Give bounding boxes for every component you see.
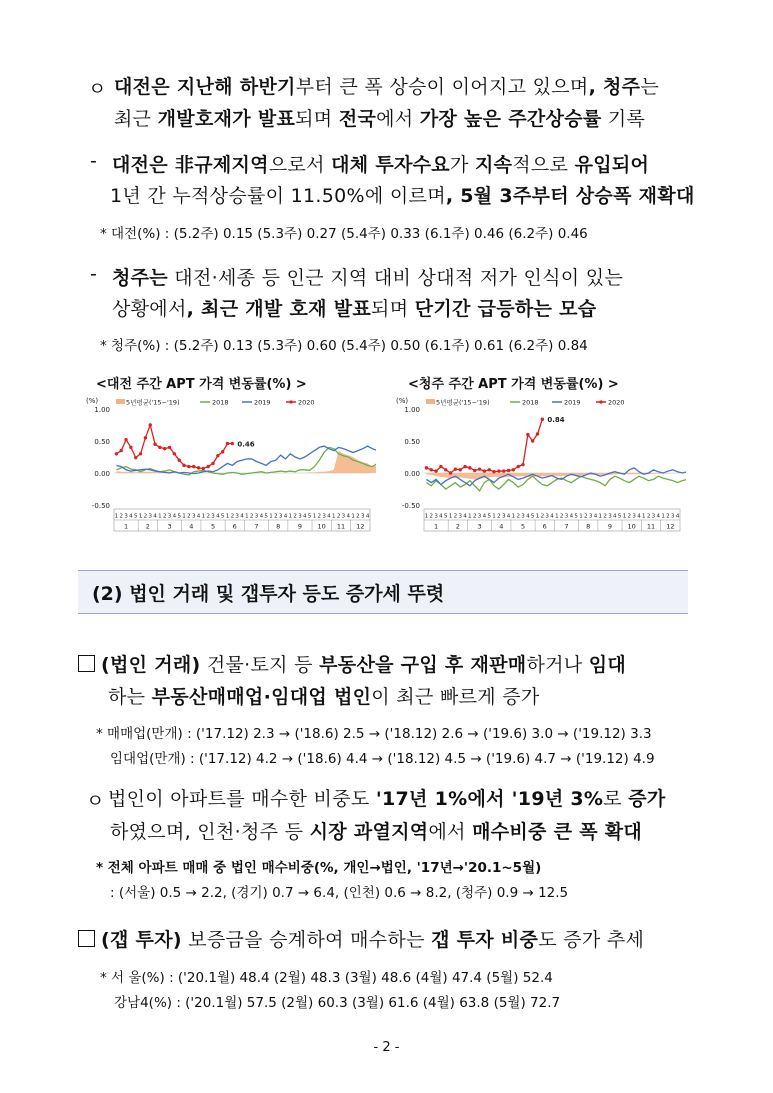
x-tick-week: 2 <box>472 513 477 520</box>
x-tick-week: 1 <box>138 513 143 520</box>
text-run: 는 <box>640 76 659 98</box>
data-point <box>439 465 442 468</box>
x-tick-week: 5 <box>307 513 312 520</box>
x-tick-week: 1 <box>424 513 429 520</box>
x-tick-week: 1 <box>225 513 230 520</box>
x-tick-week: 2 <box>516 513 520 520</box>
y-tick-label: 0.50 <box>94 438 110 446</box>
x-tick-week: 3 <box>521 513 525 520</box>
text-run: 로 <box>603 788 629 810</box>
x-tick-week: 2 <box>143 513 148 520</box>
note-gap-seoul: * 서 울(%) : ('20.1월) 48.4 (2월) 48.3 (3월) 48.6 (4월) 47.4 (5월) 52.4 <box>100 970 553 986</box>
x-tick-week: 4 <box>283 513 288 520</box>
x-tick-month: 10 <box>627 522 636 531</box>
data-point <box>149 423 152 426</box>
data-point <box>206 465 209 468</box>
x-tick-week: 2 <box>540 513 545 520</box>
chart-daejeon <box>84 395 376 540</box>
x-tick-month: 4 <box>499 522 504 531</box>
x-tick-month: 7 <box>564 522 569 531</box>
x-tick-week: 2 <box>317 513 322 520</box>
data-point <box>430 468 433 471</box>
para1-line1 <box>114 72 659 99</box>
data-point <box>129 446 132 449</box>
x-tick-week: 2 <box>603 513 607 520</box>
text-run: , 최근 개발 호재 발표 <box>186 298 372 320</box>
x-tick-week: 3 <box>254 513 259 520</box>
x-tick-month: 11 <box>336 522 346 531</box>
data-point <box>521 463 524 466</box>
data-point <box>202 467 205 470</box>
x-tick-week: 2 <box>429 513 433 520</box>
text-run: 에서 <box>428 821 473 843</box>
legend-entry: 2018 <box>212 398 229 407</box>
para5-line2 <box>110 817 642 844</box>
series-area-5yr-avg <box>116 451 376 473</box>
data-point <box>178 459 181 462</box>
x-tick-week: 3 <box>361 513 365 520</box>
x-tick-month: 12 <box>356 522 365 531</box>
legend-entry: 2020 <box>608 398 625 407</box>
dash-marker: - <box>90 263 98 285</box>
x-tick-week: 4 <box>327 513 331 520</box>
x-tick-month: 2 <box>145 522 150 531</box>
data-point <box>449 471 452 474</box>
x-tick-week: 1 <box>288 513 293 520</box>
x-tick-week: 3 <box>167 513 172 520</box>
data-point <box>211 462 214 465</box>
data-point <box>483 469 486 472</box>
text-run: 임대 <box>588 654 627 676</box>
x-tick-week: 4 <box>196 513 201 520</box>
x-tick-week: 1 <box>312 513 317 520</box>
x-tick-week: 4 <box>129 513 133 520</box>
x-tick-week: 4 <box>216 513 220 520</box>
x-tick-week: 2 <box>206 513 210 520</box>
data-point <box>497 469 500 472</box>
x-tick-week: 2 <box>666 513 670 520</box>
x-tick-week: 2 <box>119 513 123 520</box>
data-point <box>541 418 544 421</box>
legend-entry: 2019 <box>254 398 271 407</box>
x-tick-week: 5 <box>220 513 225 520</box>
x-tick-week: 2 <box>162 513 167 520</box>
text-run: 개발호재가 발표 <box>157 108 296 130</box>
legend-marker <box>599 400 602 403</box>
text-run: 시장 과열지역 <box>309 821 429 843</box>
x-tick-week: 4 <box>172 513 177 520</box>
para4-line1-wrap <box>78 650 626 677</box>
x-tick-week: 1 <box>598 513 603 520</box>
x-tick-week: 1 <box>114 513 119 520</box>
dash-marker: - <box>90 150 98 172</box>
x-tick-week: 4 <box>613 513 617 520</box>
text-run: 법인이 아파트를 매수한 비중도 <box>108 788 376 810</box>
text-run: 대전은 <box>112 154 175 176</box>
data-point <box>187 465 190 468</box>
data-point <box>502 469 505 472</box>
x-tick-week: 1 <box>351 513 355 520</box>
checkbox-square-icon <box>78 655 95 672</box>
text-run: 지속 <box>474 154 513 176</box>
x-tick-week: 1 <box>642 513 646 520</box>
data-point <box>182 464 185 467</box>
x-tick-week: 2 <box>187 513 191 520</box>
x-tick-week: 1 <box>269 513 273 520</box>
text-run: (법인 거래) <box>101 654 201 676</box>
x-tick-week: 1 <box>579 513 583 520</box>
data-point <box>139 452 142 455</box>
text-run: 부동산을 구입 후 재판매 <box>319 654 527 676</box>
x-tick-week: 4 <box>346 513 351 520</box>
x-tick-week: 2 <box>559 513 564 520</box>
data-point <box>454 467 457 470</box>
legend-entry: 2019 <box>564 398 581 407</box>
x-tick-week: 4 <box>550 513 554 520</box>
x-tick-week: 2 <box>356 513 360 520</box>
x-tick-week: 1 <box>661 513 665 520</box>
data-point <box>197 466 200 469</box>
x-tick-week: 5 <box>177 513 181 520</box>
x-tick-month: 3 <box>167 522 172 531</box>
data-point <box>526 433 529 436</box>
x-tick-week: 1 <box>492 513 496 520</box>
legend-entry: 2018 <box>522 398 539 407</box>
x-tick-month: 7 <box>254 522 259 531</box>
y-tick-label: -0.50 <box>91 502 110 510</box>
data-point <box>120 449 123 452</box>
text-run: '17년 1%에서 '19년 3% <box>375 788 604 810</box>
x-tick-week: 3 <box>671 513 675 520</box>
text-run: 보증금을 승계하여 매수하는 <box>181 929 432 951</box>
x-tick-week: 2 <box>497 513 501 520</box>
text-run: 대전은 지난해 하반기 <box>114 76 296 98</box>
text-run: 청주는 <box>112 267 168 289</box>
note-daejeon: * 대전(%) : (5.2주) 0.15 (5.3주) 0.27 (5.4주) 0.33 (6.1주) 0.46 (6.2주) 0.46 <box>100 226 588 242</box>
y-axis-label: (%) <box>396 397 409 405</box>
para2-line2 <box>110 181 695 208</box>
x-tick-week: 2 <box>627 513 632 520</box>
x-tick-week: 1 <box>158 513 162 520</box>
text-run: 전국 <box>338 108 377 130</box>
section-title: (2) 법인 거래 및 갭투자 등도 증가세 뚜렷 <box>92 583 445 605</box>
y-axis-label: (%) <box>86 397 99 405</box>
data-point <box>468 466 471 469</box>
y-tick-label: 0.50 <box>404 438 420 446</box>
para5-line1 <box>108 784 666 811</box>
text-run: , 청주 <box>588 76 641 98</box>
x-tick-week: 2 <box>584 513 588 520</box>
legend-entry: 5년평균('15~'19) <box>126 398 180 407</box>
x-tick-week: 1 <box>622 513 627 520</box>
text-run: 되며 <box>295 108 339 130</box>
x-tick-week: 2 <box>646 513 651 520</box>
page-number: - 2 - <box>373 1040 400 1055</box>
x-tick-week: 5 <box>443 513 448 520</box>
x-tick-week: 1 <box>332 513 336 520</box>
y-tick-label: 1.00 <box>94 406 110 414</box>
x-tick-week: 4 <box>675 513 680 520</box>
x-tick-week: 1 <box>535 513 540 520</box>
para6-line1 <box>101 929 644 951</box>
data-point <box>473 469 476 472</box>
text-run: 최근 <box>114 108 158 130</box>
x-tick-week: 3 <box>501 513 506 520</box>
data-point <box>115 452 118 455</box>
data-point <box>425 466 428 469</box>
data-point <box>158 446 161 449</box>
y-tick-label: 0.00 <box>94 470 110 478</box>
legend-swatch <box>116 399 125 404</box>
x-tick-week: 4 <box>303 513 307 520</box>
legend-marker <box>289 400 292 403</box>
x-tick-week: 3 <box>322 513 326 520</box>
x-tick-month: 11 <box>646 522 656 531</box>
text-run: 대체 투자수요 <box>331 154 450 176</box>
text-run: 대전·세종 등 인근 지역 대비 상대적 저가 인식이 있는 <box>167 267 624 289</box>
x-tick-week: 1 <box>511 513 516 520</box>
data-point <box>492 470 495 473</box>
x-tick-week: 4 <box>463 513 467 520</box>
note-corp-share: * 전체 아파트 매매 중 법인 매수비중(%, 개인→법인, '17년→'20.1~5월) <box>96 860 542 876</box>
data-label: 0.46 <box>237 440 255 449</box>
x-tick-week: 3 <box>651 513 656 520</box>
data-point <box>488 468 491 471</box>
data-point <box>134 456 137 459</box>
x-tick-month: 1 <box>434 522 439 531</box>
note-imdae: 임대업(만개) : ('17.12) 4.2 → ('18.6) 4.4 → ('18.12) 4.5 → ('19.6) 4.7 → ('19.12) 4.9 <box>110 751 655 767</box>
text-run: 하는 <box>108 686 152 708</box>
x-tick-week: 5 <box>487 513 491 520</box>
x-tick-week: 3 <box>278 513 283 520</box>
x-tick-month: 4 <box>189 522 194 531</box>
x-tick-month: 5 <box>210 522 216 531</box>
y-tick-label: 0.00 <box>404 470 420 478</box>
chart-title-cheongju: <청주 주간 APT 가격 변동률(%) > <box>408 377 619 392</box>
x-tick-week: 4 <box>593 513 598 520</box>
text-run: 적으로 <box>512 154 575 176</box>
para4-line2 <box>108 682 540 709</box>
para4-line1 <box>101 654 626 676</box>
x-tick-week: 1 <box>201 513 206 520</box>
text-run: 가 <box>449 154 475 176</box>
data-label: 0.84 <box>547 416 565 425</box>
x-tick-week: 3 <box>564 513 569 520</box>
x-tick-month: 9 <box>607 522 613 531</box>
x-tick-week: 3 <box>298 513 302 520</box>
x-tick-month: 12 <box>666 522 675 531</box>
data-point <box>516 465 519 468</box>
x-tick-week: 3 <box>191 513 196 520</box>
text-run: 기록 <box>601 108 646 130</box>
x-tick-week: 4 <box>656 513 661 520</box>
x-tick-week: 3 <box>434 513 438 520</box>
x-tick-week: 4 <box>365 513 370 520</box>
text-run: 갭 투자 비중 <box>431 929 539 951</box>
text-run: , 5월 3주부터 상승폭 재확대 <box>445 185 695 207</box>
legend-entry: 5년평균('15~'19) <box>436 398 490 407</box>
para2-line1 <box>112 150 649 177</box>
note-cheongju: * 청주(%) : (5.2주) 0.13 (5.3주) 0.60 (5.4주) 0.50 (6.1주) 0.61 (6.2주) 0.84 <box>100 338 588 354</box>
x-tick-week: 3 <box>545 513 549 520</box>
data-point <box>512 468 515 471</box>
x-tick-week: 1 <box>448 513 453 520</box>
data-point <box>173 452 176 455</box>
data-point <box>434 469 437 472</box>
data-point <box>459 468 462 471</box>
para3-line2 <box>112 294 596 321</box>
x-tick-week: 5 <box>574 513 578 520</box>
text-run: 건물·토지 등 <box>200 654 320 676</box>
text-run: 가장 높은 주간상승률 <box>419 108 602 130</box>
text-run: 단기간 급등하는 모습 <box>414 298 597 320</box>
text-run: 매수비중 큰 폭 확대 <box>472 821 643 843</box>
x-tick-week: 4 <box>439 513 443 520</box>
x-tick-week: 4 <box>506 513 511 520</box>
text-run: 에 이르며 <box>364 185 446 207</box>
x-tick-week: 3 <box>211 513 215 520</box>
legend-swatch <box>426 399 435 404</box>
x-tick-week: 3 <box>341 513 346 520</box>
x-tick-week: 4 <box>637 513 641 520</box>
note-maemae: * 매매업(만개) : ('17.12) 2.3 → ('18.6) 2.5 → ('18.12) 2.6 → ('19.6) 3.0 → ('19.12) 3.3 <box>96 726 652 742</box>
x-tick-week: 5 <box>133 513 138 520</box>
x-tick-month: 6 <box>542 522 547 531</box>
x-tick-week: 1 <box>182 513 186 520</box>
text-run: (갭 투자) <box>101 929 182 951</box>
text-run: 증가 <box>628 788 666 810</box>
text-run: 에서 <box>376 108 420 130</box>
x-tick-week: 2 <box>274 513 278 520</box>
x-tick-month: 6 <box>232 522 237 531</box>
text-run: 도 증가 추세 <box>538 929 645 951</box>
text-run: 부터 큰 폭 상승이 이어지고 있으며 <box>295 76 589 98</box>
x-tick-month: 2 <box>455 522 460 531</box>
x-tick-week: 3 <box>124 513 128 520</box>
x-tick-week: 4 <box>482 513 487 520</box>
x-tick-month: 1 <box>124 522 129 531</box>
text-run: 으로서 <box>268 154 332 176</box>
text-run: 유입되어 <box>574 154 650 176</box>
x-tick-month: 5 <box>520 522 526 531</box>
x-tick-week: 4 <box>240 513 244 520</box>
chart-cheongju <box>394 395 686 540</box>
data-point <box>168 446 171 449</box>
x-tick-month: 8 <box>276 522 281 531</box>
x-tick-week: 2 <box>230 513 235 520</box>
x-tick-month: 3 <box>477 522 482 531</box>
text-run: 부동산매매업·임대업 법인 <box>151 686 372 708</box>
x-tick-week: 1 <box>245 513 249 520</box>
checkbox-square-icon <box>78 930 95 947</box>
chart-title-daejeon: <대전 주간 APT 가격 변동률(%) > <box>96 377 307 392</box>
x-tick-week: 4 <box>153 513 157 520</box>
data-point <box>124 438 127 441</box>
y-tick-label: 1.00 <box>404 406 420 414</box>
x-tick-week: 4 <box>526 513 530 520</box>
text-run: 되며 <box>371 298 415 320</box>
x-tick-week: 5 <box>264 513 268 520</box>
para1-line2 <box>114 104 645 131</box>
x-tick-week: 2 <box>336 513 341 520</box>
text-run: 하였으며, 인천·청주 등 <box>110 821 310 843</box>
x-tick-week: 3 <box>458 513 462 520</box>
data-point <box>478 467 481 470</box>
x-tick-week: 2 <box>293 513 297 520</box>
data-point <box>231 442 234 445</box>
para3-line1 <box>112 263 623 290</box>
x-tick-month: 10 <box>317 522 326 531</box>
x-tick-week: 3 <box>588 513 593 520</box>
data-point <box>192 465 195 468</box>
x-tick-week: 1 <box>555 513 559 520</box>
x-tick-month: 8 <box>586 522 591 531</box>
note-gap-gangnam: 강남4(%) : ('20.1월) 57.5 (2월) 60.3 (3월) 61.6 (4월) 63.8 (5월) 72.7 <box>114 995 561 1011</box>
para6-line1-wrap <box>78 925 644 952</box>
data-point <box>463 465 466 468</box>
x-tick-week: 3 <box>235 513 239 520</box>
x-tick-week: 2 <box>453 513 458 520</box>
x-tick-week: 2 <box>249 513 254 520</box>
data-point <box>536 432 539 435</box>
x-tick-week: 5 <box>617 513 622 520</box>
bullet-marker: ㅇ <box>88 78 107 100</box>
data-point <box>163 447 166 450</box>
data-point <box>226 442 229 445</box>
x-tick-week: 1 <box>468 513 472 520</box>
data-point <box>221 450 224 453</box>
series-line-2020 <box>116 425 232 469</box>
x-tick-week: 3 <box>608 513 612 520</box>
y-tick-label: -0.50 <box>401 502 420 510</box>
x-tick-week: 5 <box>530 513 535 520</box>
text-run: 하거나 <box>526 654 589 676</box>
x-tick-month: 9 <box>297 522 303 531</box>
data-point <box>153 443 156 446</box>
text-run: 1년 간 누적상승률이 11.50% <box>110 185 365 207</box>
data-point <box>507 469 510 472</box>
x-tick-week: 3 <box>477 513 482 520</box>
bullet-marker: ㅇ <box>86 790 105 812</box>
data-point <box>144 436 147 439</box>
legend-entry: 2020 <box>298 398 315 407</box>
x-tick-week: 3 <box>148 513 152 520</box>
data-point <box>216 454 219 457</box>
series-line-2020 <box>426 419 542 473</box>
note-corp-regions: : (서울) 0.5 → 2.2, (경기) 0.7 → 6.4, (인천) 0.6 → 8.2, (청주) 0.9 → 12.5 <box>110 885 569 901</box>
text-run: 상황에서 <box>112 298 187 320</box>
text-run: 非규제지역 <box>174 154 269 176</box>
data-point <box>531 439 534 442</box>
text-run: 이 최근 빠르게 증가 <box>371 686 540 708</box>
x-tick-week: 3 <box>632 513 636 520</box>
x-tick-week: 4 <box>259 513 264 520</box>
x-tick-week: 4 <box>569 513 574 520</box>
data-point <box>444 468 447 471</box>
